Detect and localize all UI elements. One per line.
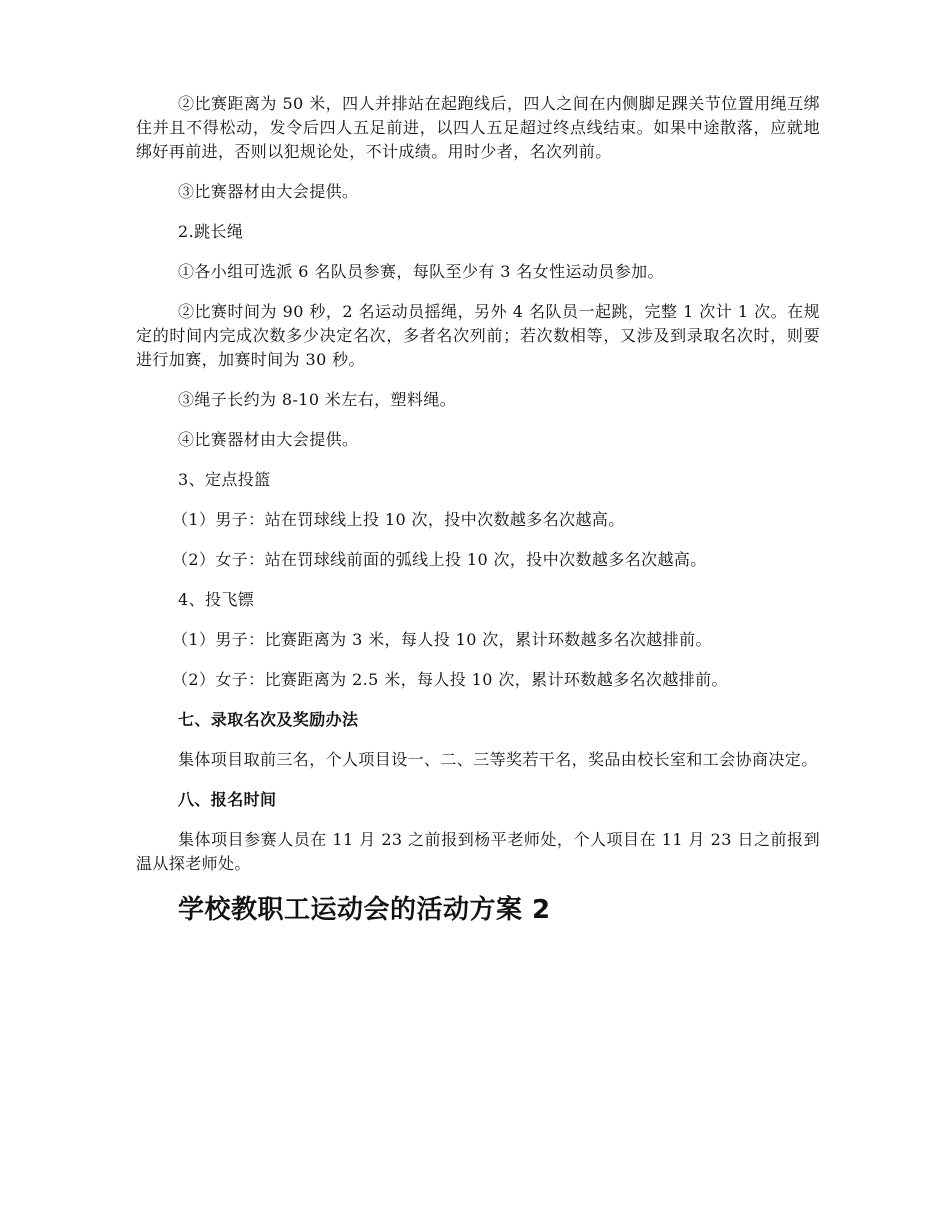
- subheading-free-throw: 3、定点投篮: [178, 470, 271, 489]
- paragraph-free-throw-men: （1）男子：站在罚球线上投 10 次，投中次数越多名次越高。: [172, 510, 625, 529]
- subheading-jump-rope: 2.跳长绳: [178, 222, 244, 241]
- paragraph-jump-rope-team: ①各小组可选派 6 名队员参赛，每队至少有 3 名女性运动员参加。: [178, 262, 664, 281]
- document-title-2: 学校教职工运动会的活动方案 2: [178, 895, 551, 925]
- section-heading-registration: 八、报名时间: [178, 790, 277, 809]
- paragraph-awards: 集体项目取前三名，个人项目设一、二、三等奖若干名，奖品由校长室和工会协商决定。: [178, 750, 818, 769]
- paragraph-equipment-2: ④比赛器材由大会提供。: [178, 430, 359, 449]
- paragraph-darts-men: （1）男子：比赛距离为 3 米，每人投 10 次，累计环数越多名次越排前。: [172, 630, 712, 649]
- document-page: [136, 92, 820, 928]
- paragraph-rope-length: ③绳子长约为 8-10 米左右，塑料绳。: [178, 390, 457, 409]
- paragraph-jump-rope-rules: ②比赛时间为 90 秒，2 名运动员摇绳，另外 4 名队员一起跳，完整 1 次计 1 次。在规定的时间内完成次数多少决定名次，多者名次列前；若次数相等，又涉及到录取名次时，则要进行加赛，加赛时间为 30 秒。: [136, 302, 820, 369]
- paragraph-registration: 集体项目参赛人员在 11 月 23 之前报到杨平老师处，个人项目在 11 月 23 日之前报到温从探老师处。: [136, 830, 820, 873]
- paragraph-darts-women: （2）女子：比赛距离为 2.5 米，每人投 10 次，累计环数越多名次越排前。: [172, 670, 728, 689]
- subheading-darts: 4、投飞镖: [178, 590, 255, 609]
- section-heading-awards: 七、录取名次及奖励办法: [178, 710, 359, 729]
- paragraph-race-rules: ②比赛距离为 50 米，四人并排站在起跑线后，四人之间在内侧脚足踝关节位置用绳互绑住并且不得松动，发令后四人五足前进，以四人五足超过终点线结束。如果中途散落，应就地绑好再前进，否则以犯规论处，不计成绩。用时少者，名次列前。: [136, 94, 820, 161]
- paragraph-equipment-1: ③比赛器材由大会提供。: [178, 182, 359, 201]
- paragraph-free-throw-women: （2）女子：站在罚球线前面的弧线上投 10 次，投中次数越多名次越高。: [172, 550, 707, 569]
